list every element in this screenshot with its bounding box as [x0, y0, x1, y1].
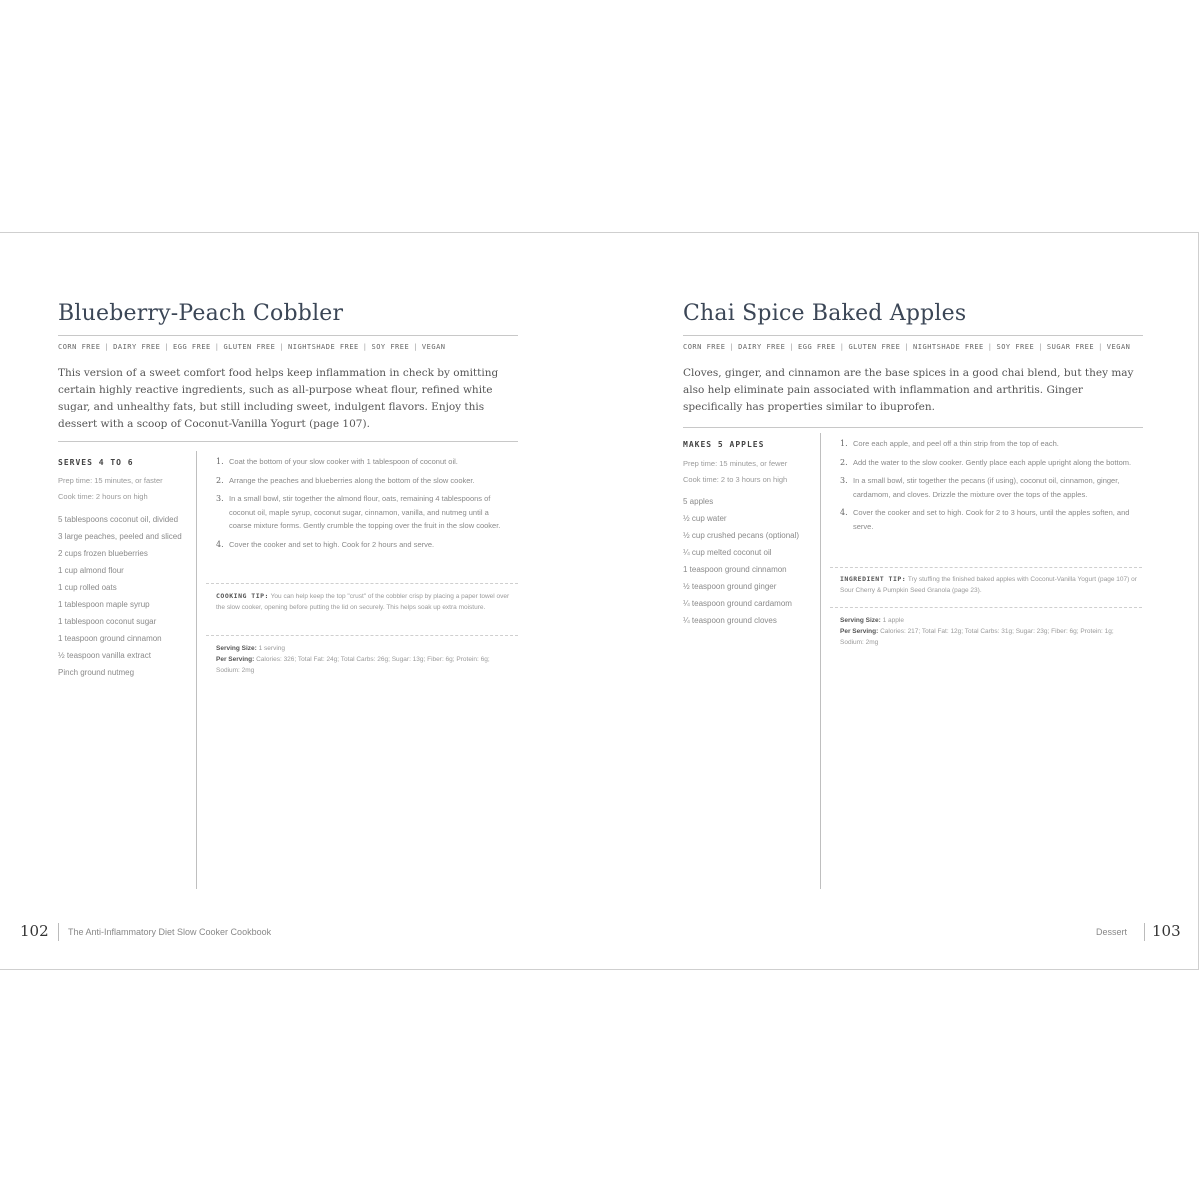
diet-tags: CORN FREE | DAIRY FREE | EGG FREE | GLUTEN FREE | NIGHTSHADE FREE | SOY FREE | SUGAR FREE | VEGAN [683, 343, 1131, 351]
step-text: Arrange the peaches and blueberries along the bottom of the slow cooker. [229, 475, 475, 485]
diet-tag: VEGAN [421, 343, 446, 351]
right-page [600, 233, 1198, 969]
step-text: Coat the bottom of your slow cooker with 1 tablespoon of coconut oil. [229, 457, 458, 466]
tip-divider [206, 583, 518, 584]
step-number: 4. [216, 539, 224, 549]
nutrition-info [216, 643, 506, 676]
step-text: In a small bowl, stir together the pecans (if using), coconut oil, cinnamon, ginger, cardamom, and cloves. Drizzle the mixture over the tops of the apples. [853, 476, 1120, 499]
step-text: Cover the cooker and set to high. Cook for 2 hours and serve. [229, 539, 435, 549]
diet-tag: NIGHTSHADE FREE [288, 343, 359, 351]
ingredient-list [58, 513, 190, 683]
ingredient: 1 cup rolled oats [58, 583, 117, 592]
per-serving-value: Calories: 326; Total Fat: 24g; Total Carbs: 26g; Sugar: 13g; Fiber: 6g; Protein: 6g; Sodium: 2mg [216, 656, 490, 674]
diet-tag: CORN FREE [683, 343, 726, 351]
ingredient: ½ teaspoon ground ginger [683, 582, 777, 591]
nutrition-divider [830, 607, 1142, 608]
step-number: 2. [216, 475, 224, 485]
recipe-title: Blueberry-Peach Cobbler [58, 301, 344, 326]
cook-time: Cook time: 2 to 3 hours on high [683, 475, 788, 484]
prep-time: Prep time: 15 minutes, or faster [58, 476, 163, 485]
step [840, 437, 1136, 451]
ingredient: ¼ teaspoon ground cloves [683, 616, 777, 625]
serving-value: 1 serving [258, 645, 286, 652]
ingredient: 1 tablespoon maple syrup [58, 600, 150, 609]
prep-time: Prep time: 15 minutes, or fewer [683, 459, 788, 468]
ingredient: 5 tablespoons coconut oil, divided [58, 515, 179, 524]
step-number: 1. [840, 439, 848, 448]
step [216, 455, 510, 469]
step [216, 474, 510, 488]
diet-tag: DAIRY FREE [738, 343, 786, 351]
section-rule [683, 427, 1143, 428]
step-text: Core each apple, and peel off a thin strip from the top of each. [853, 439, 1059, 448]
diet-tag: GLUTEN FREE [848, 343, 901, 351]
tip-text: Try stuffing the finished baked apples with Coconut-Vanilla Yogurt (page 107) or Sour Cherry & Pumpkin Seed Granola (page 23). [840, 576, 1137, 594]
step-list [840, 437, 1136, 538]
ingredient: ¼ cup melted coconut oil [683, 548, 772, 557]
step-text: Cover the cooker and set to high. Cook for 2 to 3 hours, until the apples soften, and serve. [853, 508, 1130, 531]
step-number: 3. [216, 494, 224, 503]
diet-tag: EGG FREE [173, 343, 211, 351]
diet-tag: EGG FREE [798, 343, 836, 351]
step-text: In a small bowl, stir together the almond flour, oats, remaining 4 tablespoons of coconut oil, maple syrup, coconut sugar, cinnamon, vanilla, and nutmeg until a coarse mixture forms. Gently crumble the topping over the fruit in the slow cooker. [229, 494, 501, 530]
book-title: The Anti-Inflammatory Diet Slow Cooker Cookbook [68, 927, 272, 937]
ingredient-tip [840, 574, 1140, 596]
recipe-yield: MAKES 5 APPLES [683, 440, 765, 449]
cooking-tip [216, 591, 516, 613]
ingredient: 3 large peaches, peeled and sliced [58, 532, 182, 541]
serving-value: 1 apple [882, 617, 904, 624]
step-number: 4. [840, 508, 848, 517]
section-rule [58, 441, 518, 442]
diet-tag: SUGAR FREE [1046, 343, 1095, 351]
step-text: Add the water to the slow cooker. Gently place each apple upright along the bottom. [853, 457, 1132, 467]
step [216, 538, 510, 552]
recipe-intro: Cloves, ginger, and cinnamon are the base spices in a good chai blend, but they may also help eliminate pain associated with inflammation and arthritis. Ginger specifically has properties similar to ibuprofen. [683, 367, 1134, 413]
step [840, 506, 1136, 533]
ingredient: ½ teaspoon vanilla extract [58, 651, 151, 660]
ingredient: 2 cups frozen blueberries [58, 549, 148, 558]
recipe-times [683, 456, 787, 488]
title-rule [683, 335, 1143, 336]
recipe-times [58, 473, 163, 505]
ingredient: 1 tablespoon coconut sugar [58, 617, 157, 626]
column-divider [196, 451, 197, 889]
ingredient: ¼ teaspoon ground cardamom [683, 599, 792, 608]
ingredient: Pinch ground nutmeg [58, 668, 135, 677]
diet-tag: VEGAN [1106, 343, 1131, 351]
recipe-intro: This version of a sweet comfort food helps keep inflammation in check by omitting certain highly reactive ingredients, such as all-purpose wheat flour, refined white sugar, and unhealthy fats, but still including sweet, indulgent flavors. Enjoy this dessert with a scoop of Coconut-Vanilla Yogurt (page 107). [58, 367, 499, 430]
nutrition-info [840, 615, 1136, 648]
tip-text: You can help keep the top "crust" of the cobbler crisp by placing a paper towel over the slow cooker, opening before putting the lid on securely. This helps soak up extra moisture. [216, 593, 510, 611]
diet-tag: NIGHTSHADE FREE [913, 343, 984, 351]
title-rule [58, 335, 518, 336]
diet-tag: DAIRY FREE [113, 343, 161, 351]
step [840, 456, 1136, 470]
ingredient: 5 apples [683, 497, 714, 506]
diet-tag: SOY FREE [996, 343, 1035, 351]
step-number: 1. [216, 457, 224, 466]
folio-divider [58, 923, 59, 941]
tip-divider [830, 567, 1142, 568]
step-list [216, 455, 510, 556]
recipe-title: Chai Spice Baked Apples [683, 301, 967, 326]
folio-divider [1144, 923, 1145, 941]
step [840, 474, 1136, 501]
serving-label: Serving Size: [216, 645, 257, 652]
book-spread [0, 232, 1199, 970]
diet-tags: CORN FREE | DAIRY FREE | EGG FREE | GLUTEN FREE | NIGHTSHADE FREE | SOY FREE | VEGAN [58, 343, 446, 351]
page-number: 102 [20, 922, 49, 940]
step [216, 492, 510, 533]
ingredient: ½ cup water [683, 514, 727, 523]
ingredient: 1 teaspoon ground cinnamon [683, 565, 787, 574]
step-number: 2. [840, 457, 848, 467]
cook-time: Cook time: 2 hours on high [58, 492, 148, 501]
serving-label: Serving Size: [840, 617, 881, 624]
step-number: 3. [840, 476, 848, 485]
per-serving-value: Calories: 217; Total Fat: 12g; Total Carbs: 31g; Sugar: 23g; Fiber: 6g; Protein: 1g; Sodium: 2mg [840, 628, 1114, 646]
ingredient: 1 teaspoon ground cinnamon [58, 634, 162, 643]
section-name: Dessert [1096, 927, 1128, 937]
column-divider [820, 433, 821, 889]
per-serving-label: Per Serving: [216, 656, 255, 663]
per-serving-label: Per Serving: [840, 628, 879, 635]
ingredient: ½ cup crushed pecans (optional) [683, 531, 800, 540]
tip-label: INGREDIENT TIP: [840, 575, 907, 583]
page-number: 103 [1152, 922, 1181, 940]
recipe-yield: SERVES 4 TO 6 [58, 458, 134, 467]
nutrition-divider [206, 635, 518, 636]
left-page [0, 233, 600, 969]
diet-tag: CORN FREE [58, 343, 101, 351]
ingredient-list [683, 495, 813, 631]
diet-tag: SOY FREE [371, 343, 410, 351]
diet-tag: GLUTEN FREE [223, 343, 276, 351]
ingredient: 1 cup almond flour [58, 566, 124, 575]
tip-label: COOKING TIP: [216, 592, 269, 600]
